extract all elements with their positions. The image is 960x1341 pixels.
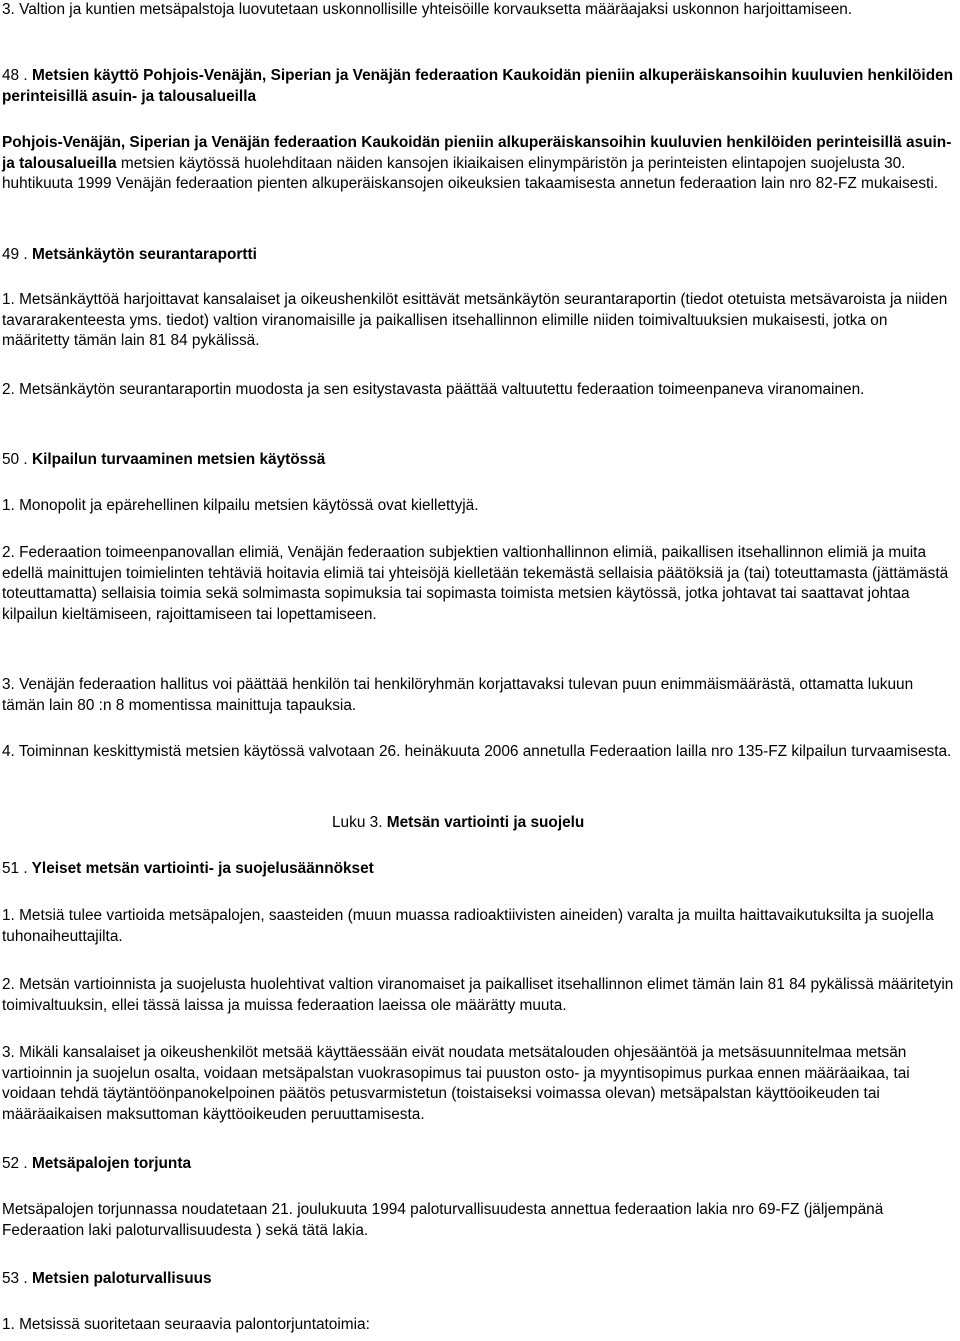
section-51-heading: [2, 859, 958, 880]
paragraph: 3. Mikäli kansalaiset ja oikeushenkilöt metsää käyttäessään eivät noudata metsätalouden ohjesääntöä ja metsäsuunnitelmaa metsän vartioinnin ja suojelun osalta, voidaan metsäpalstan vuokrasopimus tai puuston osto- ja myyntisopimus purkaa ennen määräaikaa, tai voidaan tehdä täytäntöönpanokelpoinen päätös petusvarmistetun (toistaiseksi voimassa olevan) metsäpalstan käyttöoikeuden tai määräaikaisen maksuttoman käyttöoikeuden peruuttamisesta.: [2, 1044, 910, 1123]
paragraph: 2. Metsän vartioinnista ja suojelusta huolehtivat valtion viranomaiset ja paikalliset itsehallinnon elimet tämän lain 81 84 pykälissä määritetyin toimivaltuuksin, ellei tässä laissa ja muissa federaation laeissa ole määrätty muuta.: [2, 976, 954, 1014]
section-title: Metsien paloturvallisuus: [31, 1270, 212, 1287]
section-number: 49 .: [2, 246, 28, 263]
section-53-heading: [2, 1269, 958, 1290]
paragraph: 2. Metsänkäytön seurantaraportin muodosta ja sen esitystavasta päättää valtuutettu federaation toimeenpaneva viranomainen.: [2, 381, 865, 398]
section-number: 51 .: [2, 860, 28, 877]
section-number: 53 .: [2, 1270, 28, 1287]
paragraph: 1. Monopolit ja epärehellinen kilpailu metsien käytössä ovat kiellettyjä.: [2, 497, 479, 514]
section-49-heading: [2, 245, 958, 266]
paragraph: 1. Metsissä suoritetaan seuraavia palontorjuntatoimia:: [2, 1316, 370, 1333]
section-title: Metsien käyttö Pohjois-Venäjän, Siperian ja Venäjän federaation Kaukoidän pieniin alkuperäiskansoihin kuuluvien henkilöiden perinteisillä asuin- ja talousalueilla: [2, 67, 954, 105]
section-48-body: [2, 133, 958, 195]
paragraph: Metsäpalojen torjunnassa noudatetaan 21. joulukuuta 1994 paloturvallisuudesta annettua federaation lakia nro 69-FZ (jäljempänä Federaation laki paloturvallisuudesta ) sekä tätä lakia.: [2, 1201, 884, 1239]
section-title: Metsäpalojen torjunta: [31, 1155, 192, 1172]
bold-lead: Pohjois-Venäjän, Siperian ja Venäjän federaation Kaukoidän pieniin alkuperäiskansoihin kuuluvien henkilöiden perinteisillä asuin- ja talousalueilla: [2, 134, 952, 172]
chapter-title: Metsän vartiointi ja suojelu: [386, 814, 585, 831]
paragraph: 3. Valtion ja kuntien metsäpalstoja luovutetaan uskonnollisille yhteisöille korvauksetta määräajaksi uskonnon harjoittamiseen.: [2, 1, 853, 18]
section-number: 50 .: [2, 451, 28, 468]
chapter-heading: [332, 813, 584, 834]
section-number: 48 .: [2, 67, 28, 84]
section-title: Yleiset metsän vartiointi- ja suojelusäännökset: [31, 860, 374, 877]
section-48-heading: [2, 66, 958, 107]
section-title: Metsänkäytön seurantaraportti: [31, 246, 257, 263]
paragraph: 4. Toiminnan keskittymistä metsien käytössä valvotaan 26. heinäkuuta 2006 annetulla Federaation lailla nro 135-FZ kilpailun turvaamisesta.: [2, 743, 952, 760]
paragraph: 3. Venäjän federaation hallitus voi päättää henkilön tai henkilöryhmän korjattavaksi tulevan puun enimmäismäärästä, ottamatta lukuun tämän lain 80 :n 8 momentissa mainittuja tapauksia.: [2, 676, 914, 714]
section-50-heading: [2, 450, 958, 471]
body-text: metsien käytössä huolehditaan näiden kansojen ikiaikaisen elinympäristön ja perinteisten elintapojen suojelusta 30. huhtikuuta 1999 Venäjän federaation pienten alkuperäiskansojen oikeuksien takaamisesta annetun federaation lain nro 82-FZ mukaisesti.: [2, 154, 939, 193]
chapter-prefix: Luku 3.: [332, 814, 383, 831]
paragraph: 1. Metsänkäyttöä harjoittavat kansalaiset ja oikeushenkilöt esittävät metsänkäytön seurantaraportin (tiedot otetuista metsävaroista ja niiden tavararakenteesta yms. tiedot) valtion viranomaisille ja paikallisen itsehallinnon elimille niiden toimivaltuuksien mukaisesti, jotka on määritetty tämän lain 81 84 pykälissä.: [2, 291, 948, 350]
section-52-heading: [2, 1154, 958, 1175]
section-number: 52 .: [2, 1155, 28, 1172]
paragraph: 1. Metsiä tulee vartioida metsäpalojen, saasteiden (muun muassa radioaktiivisten aineiden) varalta ja muilta haittavaikutuksilta ja suojella tuhonaiheuttajilta.: [2, 907, 934, 945]
paragraph: 2. Federaation toimeenpanovallan elimiä, Venäjän federaation subjektien valtionhallinnon elimiä, paikallisen itsehallinnon elimiä ja muita edellä mainittujen toimielinten tehtäviä hoitavia elimiä tai yhteisöjä kielletään tekemästä sellaisia päätöksiä ja (tai) toteuttamasta (jättämästä toteuttamatta) sellaisia toimia sekä solmimasta sopimuksia tai sopimasta toimista metsien käytössä, jotka johtavat tai saattavat johtaa kilpailun kieltämiseen, rajoittamiseen tai lopettamiseen.: [2, 544, 949, 623]
section-title: Kilpailun turvaaminen metsien käytössä: [31, 451, 326, 468]
